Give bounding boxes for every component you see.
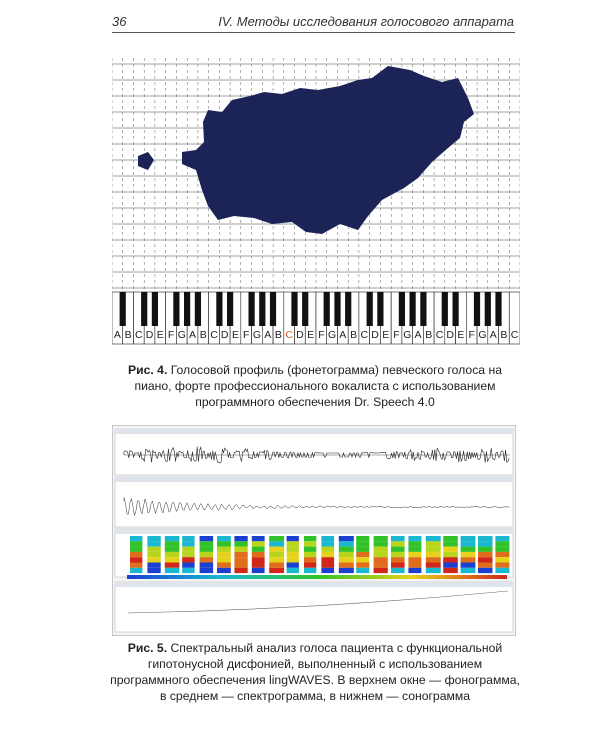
spectrogram-cell [147,568,160,573]
spectrogram-cell [182,557,194,562]
spectrogram-cell [495,563,509,568]
spectrogram-cell [287,536,299,541]
spectrogram-cell [426,552,441,557]
spectrogram-cell [321,541,334,546]
spectrogram-cell [147,563,160,568]
note-label: G [177,329,186,341]
spectrogram-cell [130,563,142,568]
spectrogram-cell [269,563,284,568]
note-label: C [285,329,293,341]
spectrogram-cell [130,536,142,541]
spectrogram-cell [356,541,369,546]
spectrogram-cell [443,568,458,573]
voice-profile-area [182,66,474,234]
note-label: F [167,329,175,341]
spectrogram-cell [217,557,231,562]
spectrogram-cell [165,557,180,562]
note-label: F [393,329,400,341]
note-label: B [425,329,433,341]
spectrogram-cell [147,547,160,552]
spectrogram-cell [339,547,354,552]
spectrogram-cell [147,552,160,557]
note-label: C [360,329,369,341]
piano-black-key [345,292,351,326]
note-label: G [328,329,337,341]
spectrogram-cell [304,552,316,557]
spectrogram-cell [495,541,509,546]
note-label: B [500,329,508,341]
spectrogram-cell [339,563,354,568]
spectrogram-cell [200,547,214,552]
spectrogram-cell [182,563,194,568]
spectrogram-cell [200,541,214,546]
spectrogram-cell [391,552,405,557]
figure4-caption [110,362,520,410]
spectrogram-cell [356,563,369,568]
spectrogram-cell [269,541,284,546]
spectrogram-cell [495,552,509,557]
lingwaves-screenshot [112,425,516,636]
spectrogram-cell [234,547,247,552]
spectrogram-cell [478,563,493,568]
running-title: IV. Методы исследования голосового аппарата [218,14,514,29]
spectrogram-cell [234,552,247,557]
spectrogram-cell [408,552,421,557]
spectrogram-cell [408,536,421,541]
spectrogram-cell [269,557,284,562]
spectrogram-cell [356,547,369,552]
spectrogram-cell [147,536,160,541]
note-label: A [113,329,121,341]
spectrogram-cell [495,536,509,541]
spectrogram-cell [321,552,334,557]
spectrogram-cell [408,541,421,546]
spectrogram-cell [200,552,214,557]
note-label: E [382,329,390,341]
piano-black-key [184,292,190,326]
spectrogram-cell [252,536,265,541]
spectrogram-cell [426,563,441,568]
piano-black-key [173,292,179,326]
spectrogram-cell [252,547,265,552]
note-label: E [156,329,164,341]
spectrogram-cell [234,541,247,546]
note-label: C [510,329,519,341]
spectrogram-cell [374,552,388,557]
note-label: A [489,329,497,341]
spectrogram-cell [287,552,299,557]
spectrogram-cell [182,541,194,546]
spectrogram-cell [408,557,421,562]
spectrogram-cell [461,557,476,562]
note-label: B [350,329,358,341]
spectrogram-cell [287,541,299,546]
piano-black-key [216,292,222,326]
spectrogram-cell [165,541,180,546]
note-label: D [145,329,154,341]
spectrogram-cell [147,557,160,562]
spectrogram-cell [147,541,160,546]
spectrogram-cell [426,557,441,562]
spectrogram-cell [408,547,421,552]
spectrogram-cell [321,557,334,562]
spectrogram-cell [478,552,493,557]
spectrogram-cell [130,552,142,557]
note-label: E [231,329,240,341]
spectrogram-cell [478,557,493,562]
spectrogram-cell [374,557,388,562]
spectrogram-cell [356,536,369,541]
spectrogram-cell [321,568,334,573]
figure4-caption-label: Рис. 4. [128,363,168,377]
spectrogram-cell [339,557,354,562]
spectrogram-cell [217,563,231,568]
spectrogram-cell [339,536,354,541]
spectrogram-cell [252,568,265,573]
spectrogram-cell [252,552,265,557]
spectrogram-cell [391,536,405,541]
spectrogram-cell [130,568,142,573]
note-label: E [307,329,315,341]
spectrogram-cell [478,547,493,552]
spectrogram-cell [356,557,369,562]
spectrogram-cell [252,563,265,568]
spectrogram-cell [165,552,180,557]
note-label: B [274,329,282,341]
spectrogram-cell [426,541,441,546]
spectrogram-cell [200,536,214,541]
spectrogram-cell [408,568,421,573]
note-label: G [478,329,487,341]
piano-black-key [227,292,233,326]
note-label: F [318,329,325,341]
spectrogram-window [115,529,513,579]
spectrogram-cell [374,536,388,541]
piano-black-key [291,292,297,326]
spectrogram-cell [287,547,299,552]
piano-black-key [141,292,147,326]
spectrogram-cell [374,541,388,546]
piano-black-key [152,292,158,326]
spectrogram-cell [182,536,194,541]
note-label: C [210,329,218,341]
spectrogram-cell [461,541,476,546]
figure5-caption-label: Рис. 5. [127,641,168,655]
spectrogram-cell [217,568,231,573]
spectrogram-cell [130,547,142,552]
spectrogram-cell [426,536,441,541]
figure4-caption-text: Голосовой профиль (фонетограмма) певческого голоса на пиано, форте профессионального вокалиста с использованием программного обеспечения Dr. Speech 4.0 [134,363,502,409]
spectrogram-cell [165,568,180,573]
note-label: C [135,329,143,341]
piano-black-key [195,292,201,326]
spectrogram-cell [217,541,231,546]
piano-black-key [410,292,416,326]
spectrogram-cell [321,547,334,552]
piano-black-key [485,292,491,326]
note-label: D [220,329,229,341]
spectrogram-cell [269,568,284,573]
spectrogram-cell [443,557,458,562]
spectrogram-cell [495,568,509,573]
spectrogram-cell [478,568,493,573]
piano-black-key [270,292,276,326]
pitch-window [115,477,513,527]
spectrogram-cell [217,536,231,541]
spectrogram-cell [374,563,388,568]
note-label: A [339,329,347,341]
piano-black-key [302,292,308,326]
piano-black-key [259,292,265,326]
spectrogram-cell [391,557,405,562]
piano-black-key [367,292,373,326]
spectrogram-cell [304,568,316,573]
spectrogram-cell [391,547,405,552]
spectrogram-cell [478,536,493,541]
spectrogram-cell [200,568,214,573]
piano-black-key [453,292,459,326]
spectrogram-cell [200,563,214,568]
spectrogram-cell [339,552,354,557]
spectrogram-cell [391,568,405,573]
spectrogram-cell [443,552,458,557]
spectrogram-cell [269,536,284,541]
spectrogram-cell [130,557,142,562]
spectrogram-cell [461,547,476,552]
spectrogram-cell [374,568,388,573]
piano-black-key [377,292,383,326]
note-label: C [435,329,444,341]
spectrogram-cell [304,547,316,552]
spectrogram-cell [304,563,316,568]
spectrogram-cell [443,536,458,541]
spectrogram-cell [304,536,316,541]
spectrogram-cell [200,557,214,562]
phonogram-window [115,429,513,475]
piano-black-key [495,292,501,326]
header-rule [112,32,515,33]
spectrogram-cell [495,557,509,562]
spectrogram-cell [304,541,316,546]
spectrogram-cell [461,568,476,573]
phonetogram-figure [112,52,520,356]
spectrogram-cell [269,552,284,557]
spectrogram-cell [269,547,284,552]
spectrogram-cell [182,552,194,557]
page-number: 36 [112,14,127,29]
spectrogram-cell [252,557,265,562]
spectrogram-cell [234,557,247,562]
spectrogram-cell [182,568,194,573]
note-label: D [446,329,454,341]
piano-black-key [399,292,405,326]
spectrogram-cell [339,541,354,546]
figure5-caption [108,640,522,704]
spectrogram-cell [408,563,421,568]
note-label: F [242,329,250,341]
note-label: F [468,329,475,341]
spectrogram-cell [304,557,316,562]
profile-isolated-area [138,152,154,170]
spectrogram-cell [339,568,354,573]
note-label: A [188,329,197,341]
note-label: E [457,329,465,341]
sonogram-window [115,582,513,632]
spectrogram-cell [495,547,509,552]
note-label: G [403,329,412,341]
spectrogram-cell [374,547,388,552]
piano-black-key [420,292,426,326]
spectrogram-cell [321,536,334,541]
piano-black-key [249,292,255,326]
piano-black-key [474,292,480,326]
spectrogram-cell [182,547,194,552]
spectrogram-cell [165,536,180,541]
piano-black-key [442,292,448,326]
spectrogram-cell [234,568,247,573]
spectrogram-cell [287,563,299,568]
note-label: D [371,329,379,341]
note-label: D [296,329,304,341]
spectrogram-cell [391,563,405,568]
spectrogram-cell [234,563,247,568]
spectrogram-cell [287,557,299,562]
spectrogram-cell [356,552,369,557]
note-label: A [264,329,272,341]
spectrogram-cell [426,547,441,552]
spectrogram-cell [130,541,142,546]
spectrogram-cell [165,547,180,552]
spectrogram-cell [217,547,231,552]
piano-black-key [334,292,340,326]
spectrogram-cell [443,541,458,546]
note-label: G [252,329,261,341]
spectrogram-cell [443,547,458,552]
spectrogram-cell [321,563,334,568]
spectrogram-cell [461,563,476,568]
note-label: A [414,329,422,341]
piano-black-key [324,292,330,326]
spectrogram-cell [478,541,493,546]
spectrogram-cell [165,563,180,568]
piano-black-key [120,292,126,326]
note-label: B [124,329,132,341]
figure5-caption-text: Спектральный анализ голоса пациента с функциональной гипотонусной дисфонией, выполненный с использованием программного обеспечения lingWAVES. В верхнем окне — фонограмма, в среднем — спектрограмма, в нижнем — сонограмма [110,641,520,703]
spectrogram-cell [234,536,247,541]
spectrogram-cell [391,541,405,546]
spectrogram-cell [461,536,476,541]
note-label: B [199,329,207,341]
spectrogram-cell [287,568,299,573]
spectrogram-cell [217,552,231,557]
spectrogram-cell [356,568,369,573]
spectrogram-cell [443,563,458,568]
spectrogram-cell [252,541,265,546]
spectrogram-cell [461,552,476,557]
spectrogram-cell [426,568,441,573]
